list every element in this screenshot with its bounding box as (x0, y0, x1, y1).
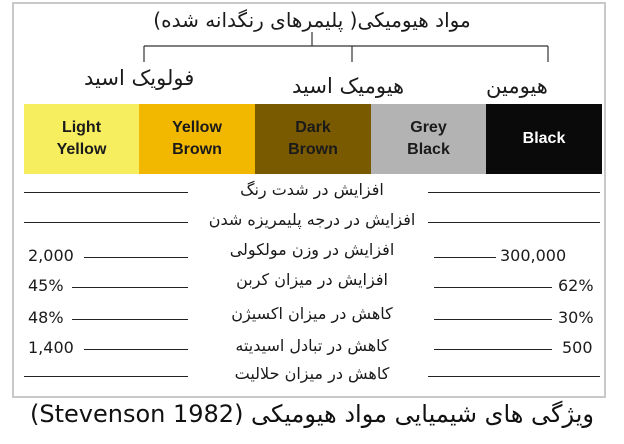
left-divider-line (24, 222, 188, 223)
left-divider-line (84, 257, 188, 258)
left-value: 45% (28, 276, 64, 295)
figure-caption: ویژگی های شیمیایی مواد هیومیکی (Stevenson 1982) (29, 400, 594, 428)
right-divider-line (428, 222, 600, 223)
left-value: 2,000 (28, 246, 74, 265)
color-box-label: Yellow Brown (172, 119, 222, 158)
color-box-grey-black (371, 104, 486, 174)
right-divider-line (434, 287, 552, 288)
right-divider-line (434, 257, 496, 258)
color-box-yellow-brown (139, 104, 255, 174)
property-row-oxygen: کاهش در میزان اکسیژن (231, 304, 393, 323)
left-divider-line (84, 349, 188, 350)
left-value: 1,400 (28, 338, 74, 357)
property-row-carbon: افزایش در میزان کربن (236, 270, 388, 289)
right-divider-line (428, 192, 600, 193)
color-box-label: Dark Brown (288, 119, 338, 158)
left-divider-line (72, 319, 188, 320)
right-value: 62% (558, 276, 594, 295)
category-humin: هیومین (486, 74, 548, 98)
right-value: 30% (558, 308, 594, 327)
category-humic-acid: هیومیک اسید (292, 74, 405, 98)
property-row-exchange-acidity: کاهش در تبادل اسیدیته (235, 336, 389, 355)
diagram-title: مواد هیومیکی( پلیمرهای رنگدانه شده) (153, 8, 471, 32)
property-row-molecular-weight: افزایش در وزن مولکولی (229, 240, 395, 259)
left-divider-line (24, 192, 188, 193)
color-box-dark-brown (255, 104, 371, 174)
right-value: 500 (562, 338, 593, 357)
left-divider-line (72, 287, 188, 288)
right-divider-line (428, 376, 600, 377)
right-divider-line (434, 349, 552, 350)
color-box-label: Light Yellow (56, 119, 107, 158)
property-row-color-intensity: افزایش در شدت رنگ (240, 180, 384, 199)
category-fulvic-acid: فولویک اسید (84, 66, 195, 90)
right-divider-line (434, 319, 552, 320)
property-row-solubility: کاهش در میزان حلالیت (234, 364, 390, 383)
color-box-label: Grey Black (407, 119, 450, 158)
property-row-polymerization: افزایش در درجه پلیمریزه شدن (208, 210, 416, 229)
color-box-black (486, 104, 602, 174)
left-value: 48% (28, 308, 64, 327)
color-box-light-yellow (24, 104, 139, 174)
right-value: 300,000 (500, 246, 567, 265)
left-divider-line (24, 376, 188, 377)
color-box-label: Black (522, 130, 566, 147)
